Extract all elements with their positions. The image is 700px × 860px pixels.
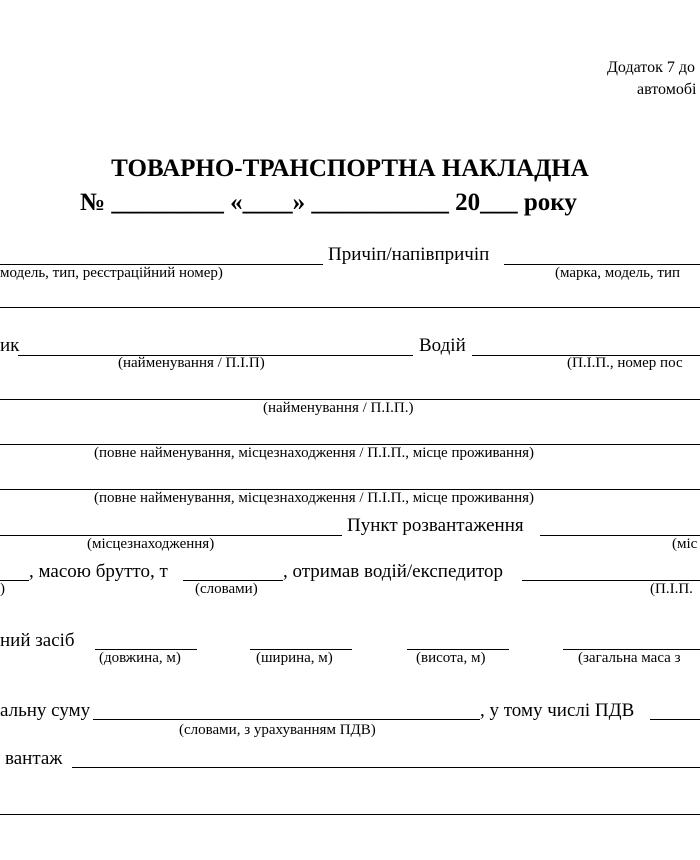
unloading-location-caption: (міс: [672, 536, 698, 552]
length-caption: (довжина, м): [99, 650, 181, 666]
consignor-caption: (повне найменування, місцезнаходження / П.І.П., місце проживання): [94, 445, 534, 461]
total-sum-label: альну суму: [0, 700, 91, 721]
vat-field-line[interactable]: [650, 719, 700, 720]
received-by-label: , отримав водій/експедитор: [283, 561, 504, 582]
unloading-point-label: Пункт розвантаження: [347, 515, 524, 536]
vat-label: , у тому числі ПДВ: [480, 700, 635, 721]
cargo-extra-line[interactable]: [0, 814, 700, 815]
appendix-line-1: Додаток 7 до: [607, 59, 695, 76]
height-caption: (висота, м): [416, 650, 486, 666]
received-by-caption: (П.І.П.: [650, 581, 693, 597]
carrier-label-fragment: ик: [0, 335, 20, 356]
driver-caption: (П.І.П., номер пос: [567, 355, 683, 371]
total-sum-field-line[interactable]: [93, 719, 480, 720]
trailer-label: Причіп/напівпричіп: [328, 244, 490, 265]
cargo-label: вантаж: [5, 748, 63, 769]
gross-mass-label: , масою брутто, т: [29, 561, 168, 582]
trailer-caption: (марка, модель, тип: [555, 265, 681, 281]
paren-close-caption: ): [0, 581, 5, 597]
customer-caption: (найменування / П.І.П.): [263, 400, 414, 416]
consignee-caption: (повне найменування, місцезнаходження / П.І.П., місце проживання): [94, 490, 534, 506]
vehicle-means-label: ний засіб: [0, 630, 75, 651]
vehicle-caption: модель, тип, реєстраційний номер): [0, 265, 223, 281]
carrier-caption: (найменування / П.І.П): [118, 355, 265, 371]
sum-words-caption: (словами, з урахуванням ПДВ): [179, 722, 376, 738]
width-caption: (ширина, м): [256, 650, 333, 666]
cargo-field-line[interactable]: [72, 767, 700, 768]
total-mass-caption: (загальна маса з: [578, 650, 681, 666]
document-title: ТОВАРНО-ТРАНСПОРТНА НАКЛАДНА: [111, 155, 589, 182]
loading-location-caption: (місцезнаходження): [87, 536, 215, 552]
driver-label: Водій: [419, 335, 466, 356]
words-caption: (словами): [195, 581, 258, 597]
appendix-line-2: автомобі: [637, 81, 697, 98]
full-width-line[interactable]: [0, 307, 700, 308]
document-number-row: № _________ «____» ___________ 20___ року: [80, 189, 577, 216]
